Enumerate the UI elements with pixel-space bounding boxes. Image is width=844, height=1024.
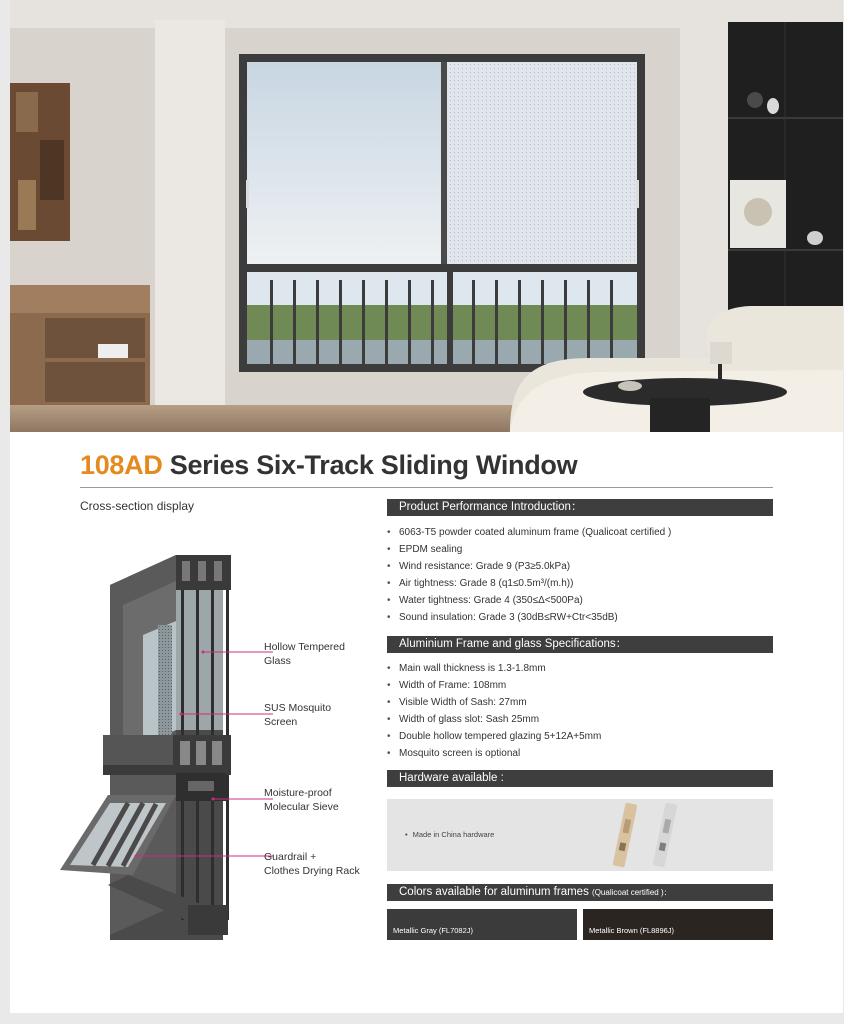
list-item: • Width of glass slot: Sash 25mm [387, 711, 773, 728]
hardware-heading: Hardware available : [387, 770, 773, 787]
list-item: • Width of Frame: 108mm [387, 677, 773, 694]
callout-line: Screen [264, 716, 298, 728]
callout-line: Molecular Sieve [264, 801, 339, 813]
product-model: 108AD [80, 450, 163, 480]
hardware-handles-illustration [387, 799, 773, 871]
list-item: • EPDM sealing [387, 541, 773, 558]
callout-molecular-sieve [264, 786, 339, 814]
specifications-list [387, 660, 773, 762]
list-item: • Main wall thickness is 1.3-1.8mm [387, 660, 773, 677]
list-item: • Visible Width of Sash: 27mm [387, 694, 773, 711]
swatch-label: Metallic Gray (FL7082J) [393, 926, 474, 935]
performance-heading: Product Performance Introduction： [387, 499, 773, 516]
list-item: • Wind resistance: Grade 9 (P3≥5.0kPa) [387, 558, 773, 575]
colors-heading-note: (Qualicoat certified )： [592, 888, 672, 897]
title-divider [80, 487, 773, 488]
cross-section-label: Cross-section display [80, 499, 195, 513]
swatch-label: Metallic Brown (FL8896J) [589, 926, 675, 935]
callout-line: Guardrail + [264, 851, 317, 863]
list-item: • Double hollow tempered glazing 5+12A+5mm [387, 728, 773, 745]
hero-interior-photo [10, 0, 843, 432]
hardware-note: • Made in China hardware [405, 830, 494, 839]
list-item: • Water tightness: Grade 4 (350≤Δ<500Pa) [387, 592, 773, 609]
color-swatch-metallic-gray [387, 909, 577, 940]
callout-line: Clothes Drying Rack [264, 865, 360, 877]
list-item: • Sound insulation: Grade 3 (30dB≤RW+Ctr<35dB) [387, 609, 773, 626]
callout-line: Glass [264, 655, 291, 667]
callout-sus-mosquito-screen [264, 701, 331, 729]
list-item: • 6063-T5 powder coated aluminum frame (Qualicoat certified ) [387, 524, 773, 541]
callout-guardrail-rack [264, 850, 360, 878]
callout-line: Moisture-proof [264, 787, 332, 799]
hardware-panel [387, 799, 773, 871]
specifications-heading: Aluminium Frame and glass Specifications： [387, 636, 773, 653]
interior-illustration [10, 0, 843, 432]
product-title [80, 450, 577, 481]
color-swatch-metallic-brown [583, 909, 773, 940]
callout-line: Hollow Tempered [264, 641, 345, 653]
cross-section-figure [48, 545, 378, 940]
callout-hollow-tempered-glass [264, 640, 345, 668]
window-profile-illustration [48, 545, 378, 940]
list-item: • Air tightness: Grade 8 (q1≤0.5m³/(m.h)) [387, 575, 773, 592]
list-item: • Mosquito screen is optional [387, 745, 773, 762]
performance-list [387, 524, 773, 626]
callout-line: SUS Mosquito [264, 702, 332, 714]
colors-heading-main: Colors available for aluminum frames [399, 886, 593, 898]
product-title-rest: Series Six-Track Sliding Window [162, 450, 578, 480]
brochure-page [10, 0, 843, 1013]
colors-heading [387, 884, 773, 901]
